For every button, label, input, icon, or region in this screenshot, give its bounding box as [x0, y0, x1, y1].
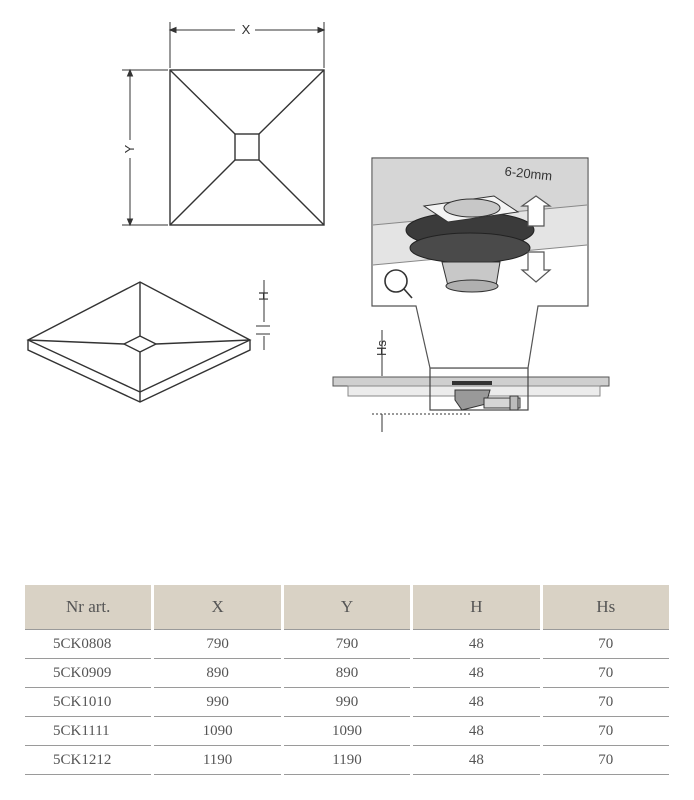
header-x: X	[154, 585, 280, 629]
cell-x: 890	[154, 659, 280, 688]
table-row	[25, 659, 669, 688]
cell-h: 48	[413, 629, 539, 659]
h-label: H	[256, 291, 271, 301]
dimensions-table	[22, 585, 672, 775]
cell-h: 48	[413, 659, 539, 688]
top-view-drawing	[170, 70, 324, 225]
cell-hs: 70	[543, 659, 669, 688]
cell-hs: 70	[543, 688, 669, 717]
cell-y: 1190	[284, 746, 410, 775]
cell-y: 890	[284, 659, 410, 688]
header-y: Y	[284, 585, 410, 629]
table-header-row	[25, 585, 669, 629]
cell-h: 48	[413, 746, 539, 775]
isometric-view-drawing	[28, 282, 250, 402]
cell-h: 48	[413, 717, 539, 746]
cell-hs: 70	[543, 717, 669, 746]
cell-hs: 70	[543, 629, 669, 659]
cell-x: 790	[154, 629, 280, 659]
cell-x: 990	[154, 688, 280, 717]
x-label: X	[241, 22, 251, 37]
cell-hs: 70	[543, 746, 669, 775]
section-view-drawing	[333, 368, 609, 410]
cell-article: 5CK0909	[25, 659, 151, 688]
header-article: Nr art.	[25, 585, 151, 629]
hs-label: Hs	[374, 340, 389, 356]
header-h: H	[413, 585, 539, 629]
cell-article: 5CK1111	[25, 717, 151, 746]
cell-article: 5CK0808	[25, 629, 151, 659]
cell-h: 48	[413, 688, 539, 717]
y-label: Y	[122, 144, 137, 154]
adjust-range-label: 6-20mm	[503, 163, 553, 184]
cell-y: 790	[284, 629, 410, 659]
cell-article: 5CK1010	[25, 688, 151, 717]
cell-x: 1190	[154, 746, 280, 775]
table-row	[25, 688, 669, 717]
detail-view-drawing	[372, 158, 588, 368]
table-row	[25, 629, 669, 659]
header-hs: Hs	[543, 585, 669, 629]
cell-y: 990	[284, 688, 410, 717]
h-dimension	[256, 280, 270, 350]
table-row	[25, 746, 669, 775]
table-row	[25, 717, 669, 746]
cell-y: 1090	[284, 717, 410, 746]
cell-article: 5CK1212	[25, 746, 151, 775]
cell-x: 1090	[154, 717, 280, 746]
